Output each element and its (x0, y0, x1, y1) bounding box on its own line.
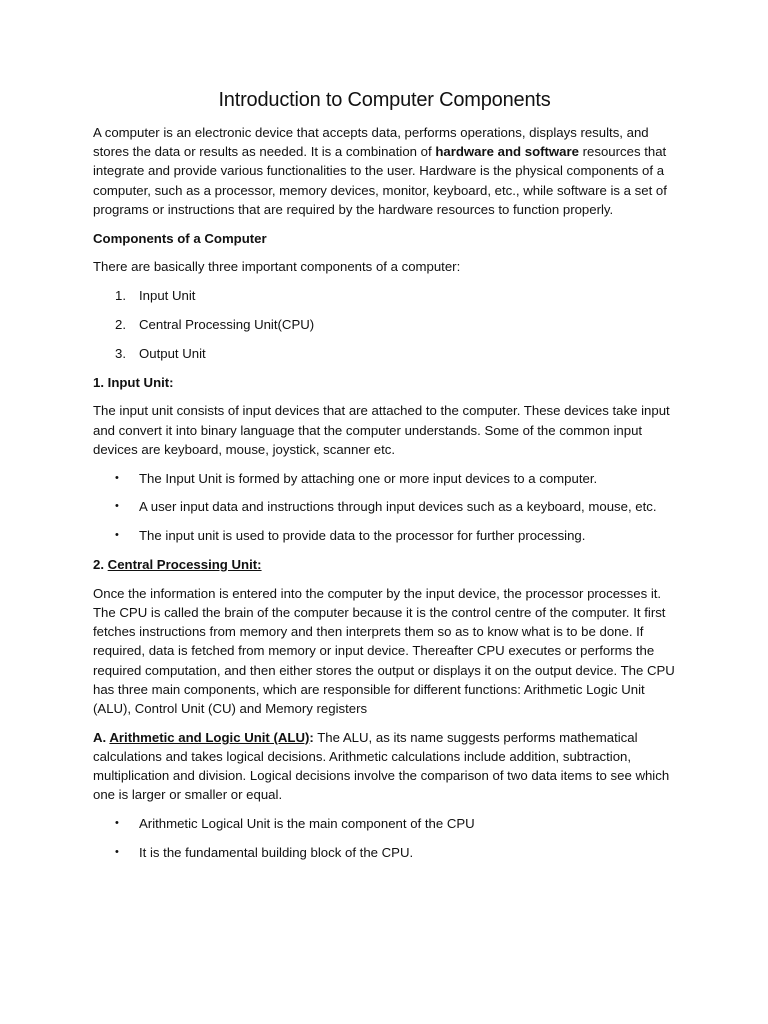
list-item (93, 526, 676, 545)
bullet-icon: • (115, 817, 119, 830)
intro-text-part2: resources that integrate and provide various functionalities to the user. Hardware is the physical components of a computer, such as a processor, memory devices, monitor, keyboard, etc., while software is a set of programs or instructions that are required by the hardware resources to function properly. (93, 144, 667, 217)
input-unit-heading: 1. Input Unit: (93, 374, 174, 390)
alu-paragraph (93, 728, 676, 805)
list-item (93, 469, 676, 488)
alu-colon: : (309, 729, 314, 745)
alu-prefix: A. (93, 729, 110, 745)
cpu-heading-link[interactable]: Central Processing Unit: (107, 556, 262, 572)
components-heading: Components of a Computer (93, 230, 267, 246)
list-item (93, 843, 676, 862)
alu-link[interactable]: Arithmetic and Logic Unit (ALU) (109, 729, 310, 745)
intro-paragraph (93, 123, 676, 219)
list-item (93, 344, 676, 363)
list-number: 2. (115, 317, 126, 332)
cpu-heading (93, 555, 676, 574)
list-item-text: Input Unit (139, 288, 196, 304)
intro-text-part1: A computer is an electronic device that accepts data, performs operations, displays results, and stores the data or results as needed. It is a combination of (93, 125, 649, 160)
input-unit-bullets (93, 469, 676, 546)
list-item-text: The input unit is used to provide data to the processor for further processing. (139, 528, 586, 544)
list-item-text: Central Processing Unit(CPU) (139, 317, 315, 332)
document-page (93, 86, 676, 872)
components-intro: There are basically three important components of a computer: (93, 259, 461, 275)
list-item-text: A user input data and instructions through input devices such as a keyboard, mouse, etc. (139, 499, 657, 515)
alu-text: The ALU, as its name suggests performs mathematical calculations and takes logical decisions. Arithmetic calculations include addition, subtraction, multiplication and division. Logical decisions involve the comparison of two data items to see which one is larger or smaller or equal. (93, 729, 670, 803)
list-item-text: Output Unit (139, 345, 206, 361)
list-item (93, 814, 676, 833)
list-item-text: It is the fundamental building block of the CPU. (139, 845, 414, 860)
list-item (93, 286, 676, 305)
bullet-icon: • (115, 529, 119, 542)
components-list (93, 286, 676, 363)
input-unit-paragraph: The input unit consists of input devices that are attached to the computer. These devices take input and convert it into binary language that the computer understands. Some of the common input devices are keyboard, mouse, joystick, scanner etc. (93, 403, 670, 457)
cpu-paragraph: Once the information is entered into the computer by the input device, the processor processes it. The CPU is called the brain of the computer because it is the control centre of the computer. It first fetches instructions from memory and then interprets them so as to know what is to be done. If required, data is fetched from memory or input device. Thereafter CPU executes or performs the required computation, and then either stores the output or displays it on the output device. The CPU has three main components, which are responsible for different functions: Arithmetic Logic Unit (ALU), Control Unit (CU) and Memory registers (93, 585, 675, 716)
list-item-text: Arithmetic Logical Unit is the main component of the CPU (139, 816, 475, 832)
alu-bullets (93, 814, 676, 862)
list-number: 1. (115, 288, 126, 304)
cpu-heading-prefix: 2. (93, 556, 108, 572)
list-item (93, 497, 676, 516)
bullet-icon: • (115, 846, 119, 858)
list-item-text: The Input Unit is formed by attaching one or more input devices to a computer. (139, 470, 598, 486)
bullet-icon: • (115, 471, 119, 484)
list-item (93, 315, 676, 334)
list-number: 3. (115, 345, 126, 361)
bullet-icon: • (115, 500, 119, 513)
intro-bold-text: hardware and software (435, 144, 579, 160)
page-title: Introduction to Computer Components (218, 89, 551, 111)
